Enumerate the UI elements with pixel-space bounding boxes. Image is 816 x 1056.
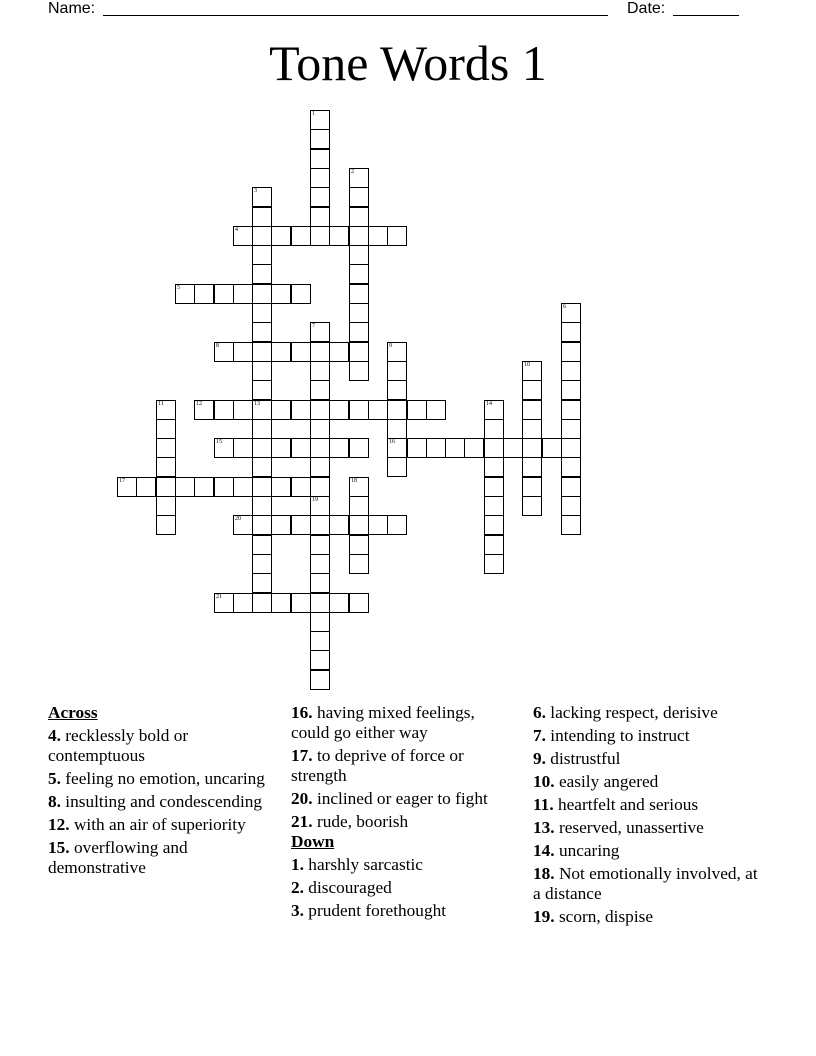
clue-down-9: 9. distrustful [533,749,621,768]
crossword-cell[interactable] [252,226,272,246]
crossword-cell[interactable] [271,477,291,497]
crossword-cell[interactable] [407,400,427,420]
crossword-cell[interactable] [310,226,330,246]
clue-across-5: 5. feeling no emotion, uncaring [48,769,265,788]
crossword-cell[interactable] [310,187,330,207]
crossword-cell[interactable] [252,322,272,342]
crossword-cell[interactable] [349,593,369,613]
crossword-cell[interactable] [561,419,581,439]
clue-number: 3 [254,188,257,194]
crossword-cell[interactable] [310,342,330,362]
crossword-cell[interactable] [310,612,330,632]
crossword-cell[interactable] [252,342,272,362]
crossword-cell[interactable] [252,207,272,227]
crossword-cell[interactable] [291,400,311,420]
crossword-cell[interactable] [387,419,407,439]
page-title: Tone Words 1 [269,35,547,91]
crossword-cell-13[interactable] [252,400,272,420]
crossword-cell[interactable] [426,400,446,420]
crossword-cell[interactable] [233,593,253,613]
crossword-cell[interactable] [349,554,369,574]
crossword-cell[interactable] [484,438,504,458]
clue-number: 4 [235,227,238,233]
clue-across-12: 12. with an air of superiority [48,815,246,834]
clue-across-20: 20. inclined or eager to fight [291,789,488,808]
crossword-cell-2[interactable] [349,168,369,188]
crossword-cell-19[interactable] [310,496,330,516]
crossword-cell[interactable] [310,419,330,439]
crossword-cell[interactable] [329,593,349,613]
clue-down-6: 6. lacking respect, derisive [533,703,718,722]
clue-across-15: 15. overflowing and demonstrative [48,838,188,877]
crossword-cell[interactable] [310,380,330,400]
crossword-cell[interactable] [561,342,581,362]
across-heading: Across [48,703,98,722]
clue-down-2: 2. discouraged [291,878,392,897]
crossword-cell[interactable] [407,438,427,458]
crossword-cell[interactable] [252,457,272,477]
crossword-cell[interactable] [291,477,311,497]
crossword-cell[interactable] [445,438,465,458]
crossword-cell[interactable] [310,631,330,651]
crossword-cell[interactable] [194,284,214,304]
crossword-cell[interactable] [522,419,542,439]
clue-across-21: 21. rude, boorish [291,812,409,831]
crossword-cell[interactable] [387,380,407,400]
crossword-cell[interactable] [156,419,176,439]
crossword-cell[interactable] [233,342,253,362]
crossword-cell[interactable] [310,515,330,535]
clue-down-13: 13. reserved, unassertive [533,818,704,837]
crossword-cell[interactable] [252,438,272,458]
crossword-cell[interactable] [156,457,176,477]
name-label: Name: [48,0,96,17]
crossword-cell[interactable] [522,400,542,420]
crossword-cell[interactable] [349,264,369,284]
crossword-cell[interactable] [291,284,311,304]
crossword-cell[interactable] [561,438,581,458]
crossword-cell[interactable] [252,245,272,265]
crossword-cell[interactable] [329,515,349,535]
crossword-cell[interactable] [329,438,349,458]
crossword-cell-17[interactable] [117,477,137,497]
clue-down-7: 7. intending to instruct [533,726,690,745]
clue-number: 20 [235,516,241,522]
crossword-cell[interactable] [136,477,156,497]
crossword-cell[interactable] [271,438,291,458]
crossword-cell[interactable] [387,515,407,535]
clue-across-17: 17. to deprive of force or strength [291,746,464,785]
crossword-cell-3[interactable] [252,187,272,207]
crossword-cell[interactable] [291,438,311,458]
crossword-cell[interactable] [310,535,330,555]
crossword-cell[interactable] [310,129,330,149]
crossword-cell[interactable] [329,400,349,420]
crossword-cell[interactable] [233,477,253,497]
crossword-cell[interactable] [368,515,388,535]
clue-number: 17 [119,478,125,484]
crossword-cell[interactable] [349,284,369,304]
crossword-cell[interactable] [252,284,272,304]
clue-down-1: 1. harshly sarcastic [291,855,423,874]
crossword-cell[interactable] [349,322,369,342]
crossword-cell[interactable] [233,438,253,458]
crossword-cell[interactable] [522,496,542,516]
crossword-cell[interactable] [349,303,369,323]
clue-number: 18 [351,478,357,484]
clue-down-18: 18. Not emotionally involved, at a distance [533,864,758,903]
crossword-cell[interactable] [561,400,581,420]
crossword-cell[interactable] [426,438,446,458]
crossword-cell[interactable] [252,303,272,323]
crossword-cell[interactable] [252,496,272,516]
crossword-cell-12[interactable] [194,400,214,420]
clue-number: 16 [389,439,395,445]
clue-down-19: 19. scorn, dispise [533,907,654,926]
crossword-cell[interactable] [252,593,272,613]
crossword-cell[interactable] [233,400,253,420]
crossword-cell[interactable] [252,515,272,535]
crossword-cell[interactable] [387,226,407,246]
crossword-cell[interactable] [310,593,330,613]
crossword-cell[interactable] [349,438,369,458]
crossword-cell[interactable] [484,477,504,497]
crossword-cell[interactable] [214,477,234,497]
crossword-cell[interactable] [310,670,330,690]
crossword-cell[interactable] [310,477,330,497]
crossword-cell[interactable] [484,515,504,535]
crossword-cell[interactable] [252,361,272,381]
crossword-cell[interactable] [310,438,330,458]
clue-number: 9 [389,343,392,349]
crossword-cell[interactable] [464,438,484,458]
crossword-cell-21[interactable] [214,593,234,613]
crossword-cell[interactable] [271,342,291,362]
crossword-cell[interactable] [252,380,272,400]
crossword-cell[interactable] [310,554,330,574]
crossword-cell-6[interactable] [561,303,581,323]
crossword-cell[interactable] [271,515,291,535]
crossword-cell[interactable] [522,457,542,477]
crossword-cell[interactable] [252,554,272,574]
crossword-cell-5[interactable] [175,284,195,304]
crossword-cell[interactable] [156,496,176,516]
crossword-cell[interactable] [561,477,581,497]
crossword-cell[interactable] [291,593,311,613]
crossword-cell-20[interactable] [233,515,253,535]
crossword-cell[interactable] [349,245,369,265]
crossword-cell-16[interactable] [387,438,407,458]
clue-column-1 [48,703,273,881]
crossword-cell[interactable] [194,477,214,497]
clue-number: 10 [524,362,530,368]
crossword-cell[interactable] [349,361,369,381]
crossword-cell[interactable] [522,380,542,400]
down-heading: Down [291,832,335,851]
clue-number: 14 [486,401,492,407]
crossword-cell[interactable] [252,573,272,593]
crossword-cell[interactable] [561,496,581,516]
crossword-cell[interactable] [329,342,349,362]
crossword-cell[interactable] [214,284,234,304]
crossword-cell[interactable] [368,226,388,246]
crossword-cell[interactable] [484,496,504,516]
crossword-cell[interactable] [175,477,195,497]
crossword-cell-9[interactable] [387,342,407,362]
crossword-cell[interactable] [214,400,234,420]
crossword-cell-7[interactable] [310,322,330,342]
crossword-cell[interactable] [156,438,176,458]
clue-number: 13 [254,401,260,407]
clue-number: 21 [216,594,222,600]
crossword-cell[interactable] [349,496,369,516]
crossword-cell[interactable] [271,284,291,304]
clue-number: 1 [312,111,315,117]
crossword-cell-11[interactable] [156,400,176,420]
crossword-cell-4[interactable] [233,226,253,246]
crossword-cell[interactable] [271,400,291,420]
clue-down-14: 14. uncaring [533,841,620,860]
crossword-cell-15[interactable] [214,438,234,458]
clue-number: 8 [216,343,219,349]
crossword-cell[interactable] [368,400,388,420]
crossword-cell[interactable] [349,207,369,227]
crossword-cell[interactable] [349,342,369,362]
crossword-cell[interactable] [252,535,272,555]
clue-column-2 [291,703,516,924]
crossword-cell[interactable] [271,226,291,246]
clue-across-16: 16. having mixed feelings, could go either way [291,703,475,742]
clue-across-4: 4. recklessly bold or contemptuous [48,726,189,765]
clue-down-3: 3. prudent forethought [291,901,447,920]
crossword-cell[interactable] [561,380,581,400]
crossword-cell[interactable] [561,322,581,342]
crossword-cell[interactable] [387,400,407,420]
crossword-cell[interactable] [503,438,523,458]
crossword-cell[interactable] [349,187,369,207]
crossword-cell[interactable] [252,477,272,497]
crossword-cell[interactable] [252,419,272,439]
crossword-cell[interactable] [310,400,330,420]
crossword-cell[interactable] [522,438,542,458]
crossword-cell[interactable] [349,226,369,246]
crossword-cell[interactable] [310,168,330,188]
clue-down-10: 10. easily angered [533,772,659,791]
clue-column-3 [533,703,758,930]
crossword-cell[interactable] [387,457,407,477]
crossword-cell[interactable] [291,226,311,246]
crossword-cell[interactable] [349,515,369,535]
crossword-cell[interactable] [310,149,330,169]
crossword-cell-8[interactable] [214,342,234,362]
crossword-cell[interactable] [522,477,542,497]
crossword-cell[interactable] [329,226,349,246]
crossword-cell[interactable] [542,438,562,458]
clue-number: 19 [312,497,318,503]
crossword-cell[interactable] [561,457,581,477]
crossword-cell[interactable] [233,284,253,304]
clue-number: 15 [216,439,222,445]
crossword-cell-18[interactable] [349,477,369,497]
crossword-cell[interactable] [310,207,330,227]
clue-down-11: 11. heartfelt and serious [533,795,699,814]
clue-across-8: 8. insulting and condescending [48,792,263,811]
clue-number: 6 [563,304,566,310]
crossword-cell[interactable] [310,361,330,381]
date-label: Date: [627,0,666,17]
clue-number: 12 [196,401,202,407]
crossword-cell[interactable] [561,515,581,535]
clue-number: 5 [177,285,180,291]
crossword-cell[interactable] [484,457,504,477]
crossword-cell[interactable] [310,573,330,593]
crossword-cell[interactable] [271,593,291,613]
clue-number: 2 [351,169,354,175]
crossword-cell[interactable] [484,554,504,574]
crossword-cell-10[interactable] [522,361,542,381]
crossword-cell[interactable] [156,477,176,497]
crossword-cell[interactable] [387,361,407,381]
crossword-cell[interactable] [252,264,272,284]
crossword-cell-14[interactable] [484,400,504,420]
crossword-cell[interactable] [291,515,311,535]
crossword-cell[interactable] [561,361,581,381]
crossword-cell[interactable] [291,342,311,362]
clue-number: 11 [158,401,164,407]
crossword-cell[interactable] [156,515,176,535]
crossword-cell[interactable] [484,419,504,439]
crossword-cell-1[interactable] [310,110,330,130]
crossword-cell[interactable] [310,457,330,477]
clue-number: 7 [312,323,315,329]
crossword-cell[interactable] [349,535,369,555]
crossword-cell[interactable] [310,650,330,670]
crossword-cell[interactable] [349,400,369,420]
crossword-cell[interactable] [484,535,504,555]
